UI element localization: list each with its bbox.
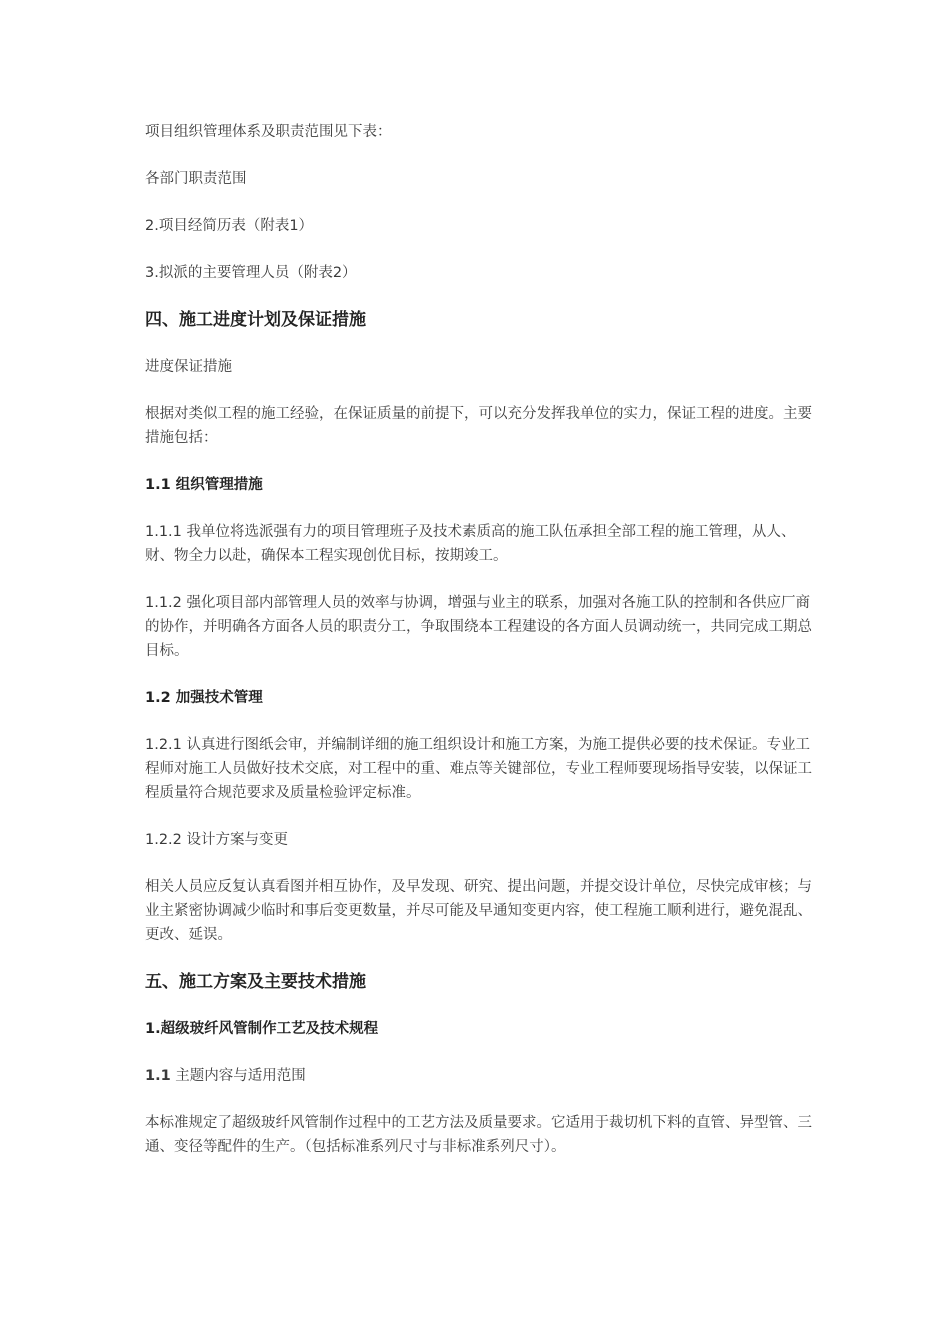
paragraph-1-1-1: 1.1.1 我单位将选派强有力的项目管理班子及技术素质高的施工队伍承担全部工程的施工管理，从人、财、物全力以赴，确保本工程实现创优目标，按期竣工。: [145, 524, 796, 564]
scope-title: 主题内容与适用范围: [170, 1068, 306, 1084]
paragraph-1-1-2: 1.1.2 强化项目部内部管理人员的效率与协调，增强与业主的联系，加强对各施工队的控制和各供应厂商的协作，并明确各方面各人员的职责分工，争取围绕本工程建设的各方面人员调动统一，共同完成工期总目标。: [145, 595, 812, 659]
paragraph-org-system: 项目组织管理体系及职责范围见下表：: [145, 124, 392, 140]
scope-number: 1.1: [145, 1068, 171, 1084]
paragraph-1-2-1: 1.2.1 认真进行图纸会审，并编制详细的施工组织设计和施工方案，为施工提供必要的技术保证。专业工程师对施工人员做好技术交底，对工程中的重、难点等关键部位，专业工程师要现场指导安装，以保证工程质量符合规范要求及质量检验评定标准。: [145, 737, 812, 801]
paragraph-dept-duties: 各部门职责范围: [145, 171, 247, 187]
paragraph-scope-heading: [145, 1064, 815, 1088]
paragraph-schedule-measures: 进度保证措施: [145, 359, 232, 375]
heading-section-5: 五、施工方案及主要技术措施: [145, 972, 366, 992]
paragraph-1-2-2: 1.2.2 设计方案与变更: [145, 832, 289, 848]
heading-1-2: 1.2 加强技术管理: [145, 690, 263, 706]
paragraph-pm-resume: 2.项目经简历表（附表1）: [145, 218, 314, 234]
heading-1-1: 1.1 组织管理措施: [145, 477, 263, 493]
document-body: [145, 120, 815, 1182]
paragraph-staff-list: 3.拟派的主要管理人员（附表2）: [145, 265, 357, 281]
heading-section-4: 四、施工进度计划及保证措施: [145, 310, 366, 330]
paragraph-standard-scope: 本标准规定了超级玻纤风管制作过程中的工艺方法及质量要求。它适用于裁切机下料的直管、异型管、三通、变径等配件的生产。（包括标准系列尺寸与非标准系列尺寸）。: [145, 1115, 812, 1155]
paragraph-schedule-intro: 根据对类似工程的施工经验，在保证质量的前提下，可以充分发挥我单位的实力，保证工程的进度。主要措施包括：: [145, 406, 812, 446]
paragraph-design-change: 相关人员应反复认真看图并相互协作，及早发现、研究、提出问题，并提交设计单位，尽快完成审核；与业主紧密协调减少临时和事后变更数量，并尽可能及早通知变更内容，使工程施工顺利进行，避免混乱、更改、延误。: [145, 879, 812, 943]
heading-glass-fiber-duct: 1.超级玻纤风管制作工艺及技术规程: [145, 1021, 379, 1037]
